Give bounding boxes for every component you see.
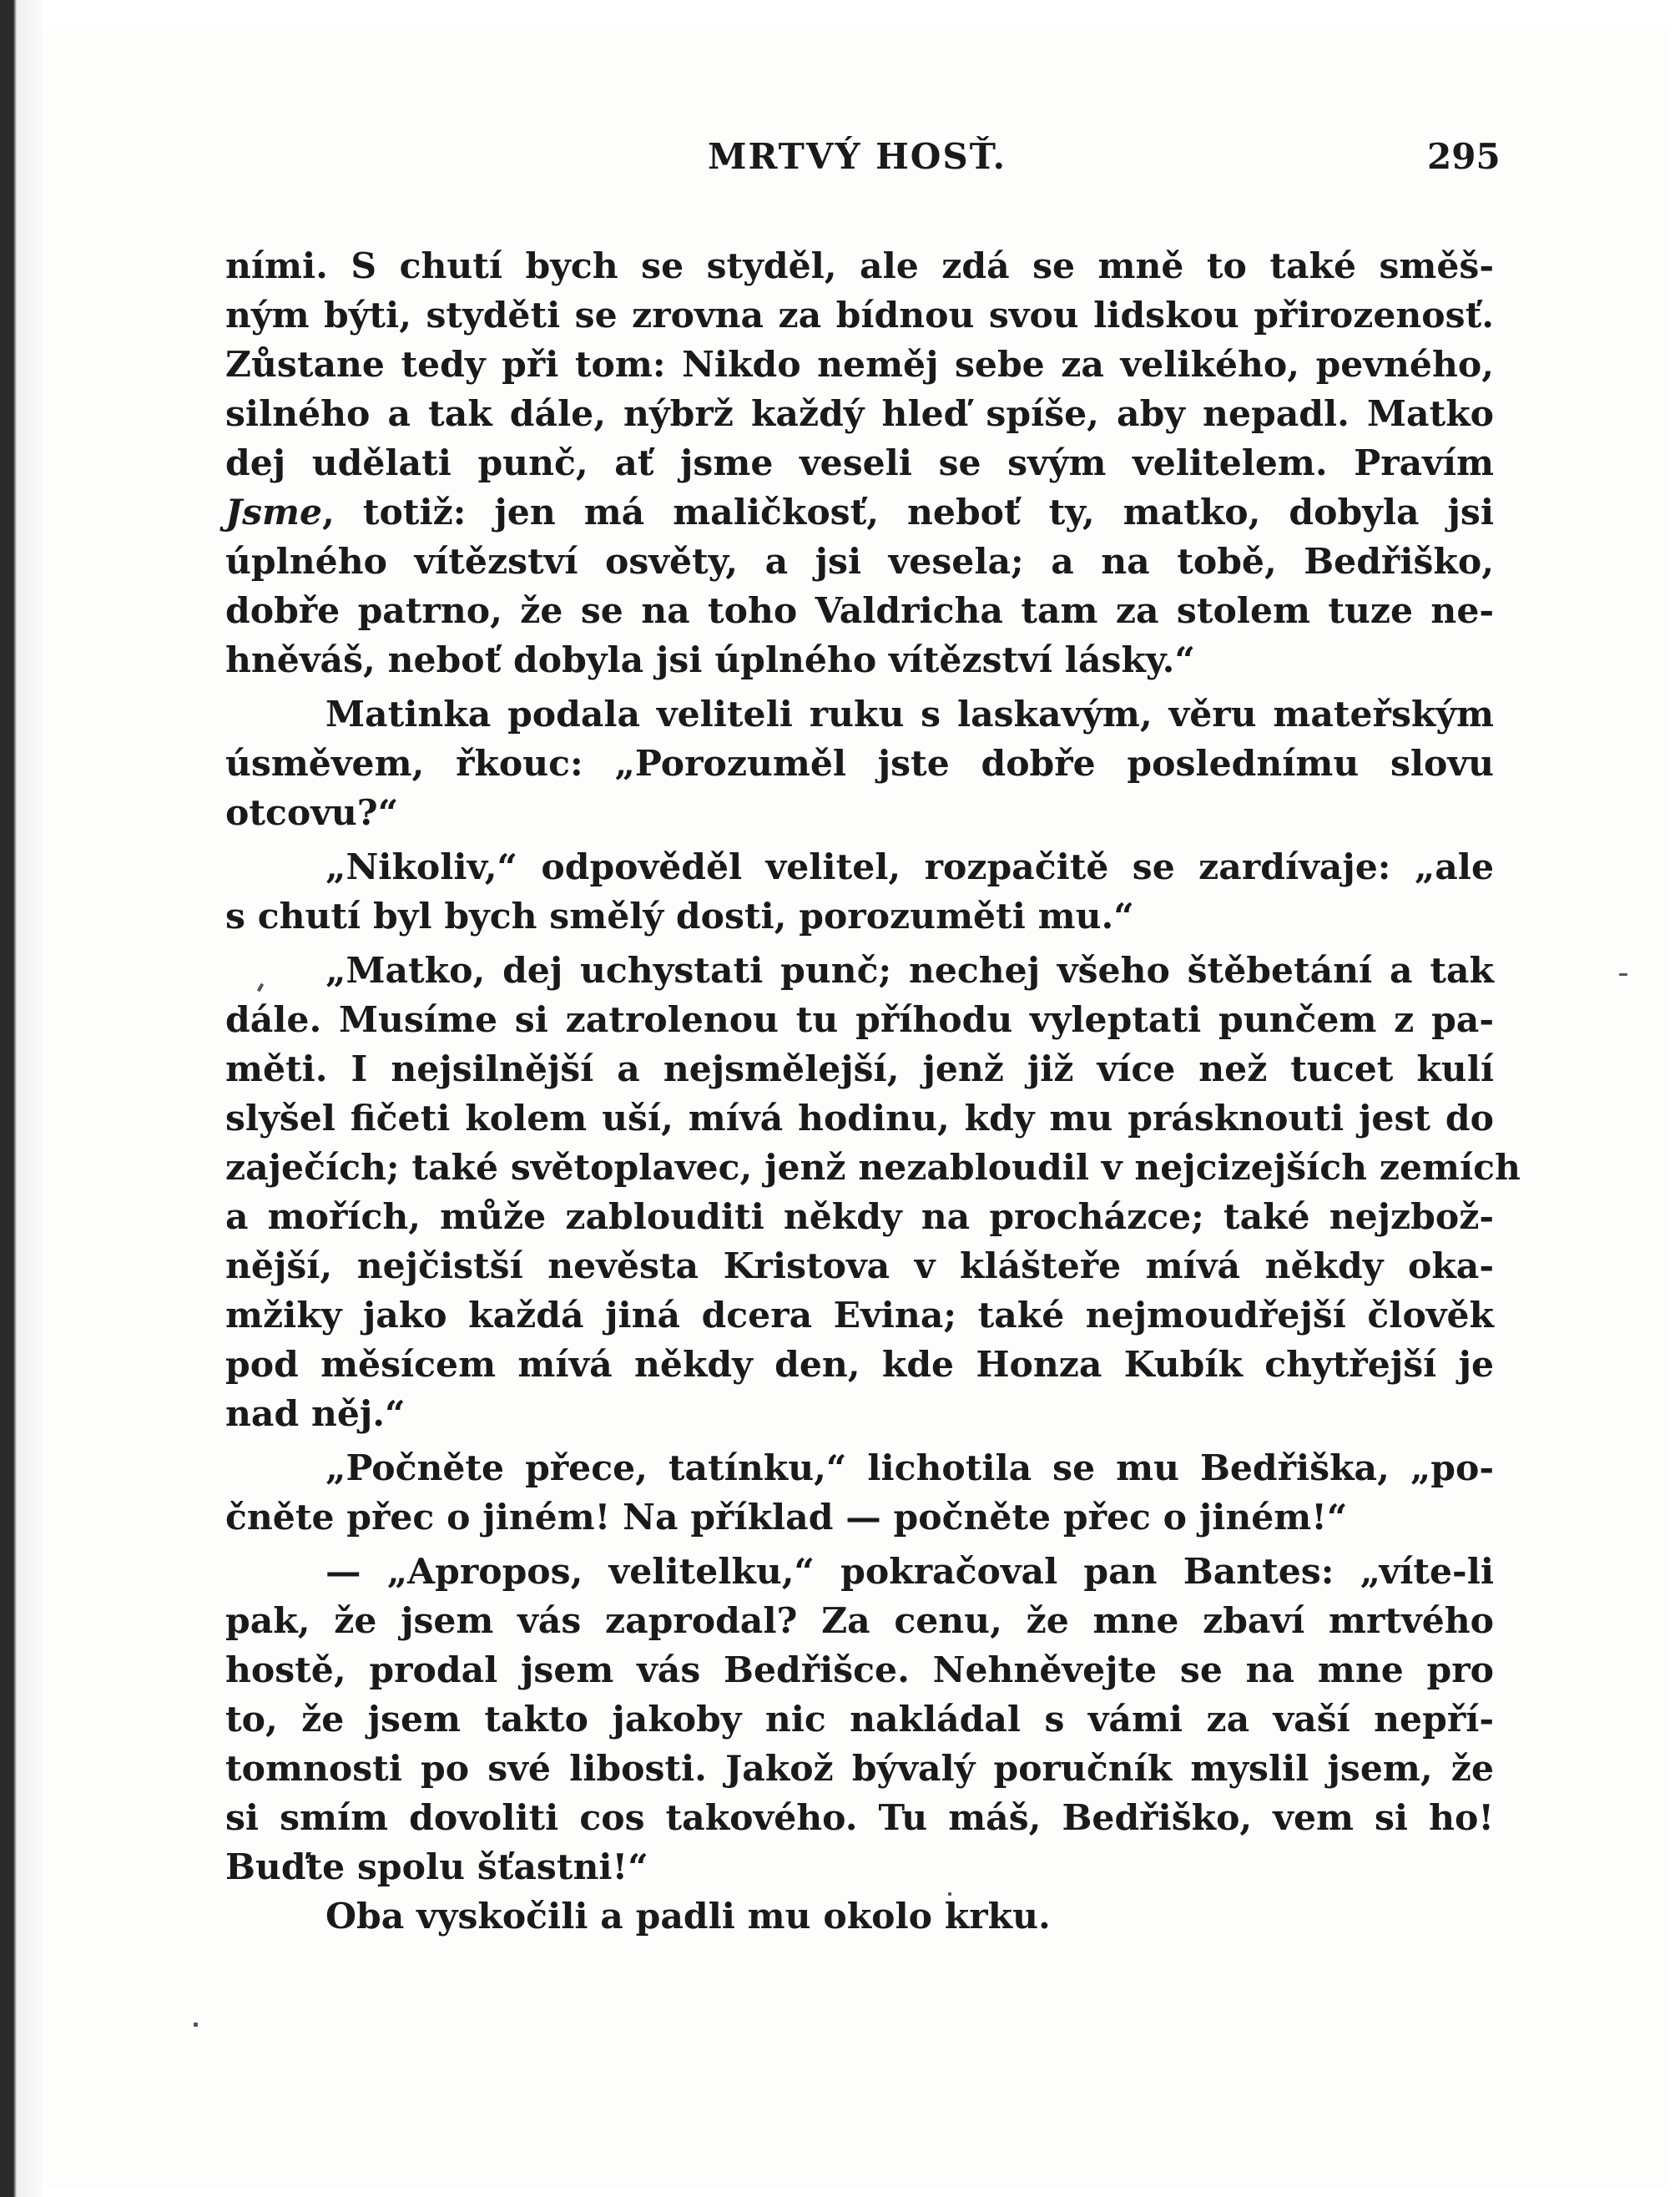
text-line: si smím dovoliti cos takového. Tu máš, Bedřiško, vem si ho!	[225, 1797, 1494, 1839]
text-line: a mořích, může zablouditi někdy na procházce; také nejzbož-	[225, 1196, 1494, 1238]
text-line: Matinka podala veliteli ruku s laskavým, věru mateřským	[325, 694, 1494, 735]
text-line: tomnosti po své libosti. Jakož bývalý poručník myslil jsem, že	[225, 1748, 1494, 1790]
text-line: „Počněte přece, tatínku,“ lichotila se mu Bedřiška, „po-	[325, 1447, 1494, 1489]
scan-speck	[194, 2023, 198, 2027]
scan-speck	[948, 1892, 951, 1896]
paragraph-1	[225, 242, 1494, 685]
text-line: „Matko, dej uchystati punč; nechej všeho štěbetání a tak	[325, 950, 1494, 992]
scan-edge	[0, 0, 42, 2197]
text-line: úplného vítězství osvěty, a jsi vesela; a na tobě, Bedřiško,	[225, 541, 1494, 583]
text-line: to, že jsem takto jakoby nic nakládal s vámi za vaší nepří-	[225, 1699, 1494, 1740]
text-line: Buďte spolu šťastni!“	[225, 1846, 648, 1888]
paragraph-5	[225, 1444, 1494, 1543]
text-line: silného a tak dále, nýbrž každý hleď spíše, aby nepadl. Matko	[225, 393, 1494, 435]
text-line: slyšel fičeti kolem uší, mívá hodinu, kdy mu prásknouti jest do	[225, 1098, 1494, 1139]
paragraph-7	[225, 1892, 1494, 1942]
paragraph-6	[225, 1548, 1494, 1892]
page-header	[0, 0, 1680, 192]
text-line: s chutí byl bych smělý dosti, porozuměti mu.“	[225, 896, 1134, 937]
text-line: dej udělati punč, ať jsme veseli se svým velitelem. Pravím	[225, 442, 1494, 484]
body-text	[225, 242, 1521, 1942]
text-line: otcovu?“	[225, 792, 399, 834]
text-line: Zůstane tedy při tom: Nikdo neměj sebe za velikého, pevného,	[225, 344, 1494, 386]
text-line: čněte přec o jiném! Na příklad — počněte přec o jiném!“	[225, 1497, 1348, 1538]
text-line: Oba vyskočili a padli mu okolo krku.	[325, 1896, 1051, 1937]
emphasis-word: Jsme	[225, 492, 323, 533]
paragraph-4	[225, 947, 1521, 1439]
paragraph-3	[225, 843, 1494, 942]
text-line: nad něj.“	[225, 1393, 406, 1435]
text-line: měti. I nejsilnější a nejsmělejší, jenž již více než tucet kulí	[225, 1048, 1494, 1090]
text-line: dobře patrno, že se na toho Valdricha tam za stolem tuze ne-	[225, 590, 1494, 632]
text-line: dále. Musíme si zatrolenou tu příhodu vyleptati punčem z pa-	[225, 999, 1494, 1041]
scan-speck	[1619, 973, 1627, 976]
text-line: ními. S chutí bych se styděl, ale zdá se mně to také směš-	[225, 245, 1494, 287]
text-line: mžiky jako každá jiná dcera Evina; také nejmoudřejší člověk	[225, 1295, 1494, 1336]
page-number: 295	[1427, 136, 1501, 177]
text-line: pod měsícem mívá někdy den, kde Honza Kubík chytřejší je	[225, 1344, 1494, 1386]
text-line: pak, že jsem vás zaprodal? Za cenu, že mne zbaví mrtvého	[225, 1600, 1494, 1642]
text-line: hostě, prodal jsem vás Bedřišce. Nehněvejte se na mne pro	[225, 1649, 1494, 1691]
text-line: „Nikoliv,“ odpověděl velitel, rozpačitě se zardívaje: „ale	[325, 846, 1494, 888]
paragraph-2	[225, 690, 1494, 838]
text-line: ným býti, styděti se zrovna za bídnou svou lidskou přirozenosť.	[225, 295, 1494, 336]
text-line: — „Apropos, velitelku,“ pokračoval pan Bantes: „víte-li	[325, 1551, 1494, 1593]
text-line: zaječích; také světoplavec, jenž nezabloudil v nejcizejších zemích	[225, 1147, 1521, 1189]
text-line-rest: , totiž: jen má maličkosť, neboť ty, matko, dobyla jsi	[322, 492, 1494, 533]
text-line-italic-start	[225, 488, 1494, 538]
text-line: hněváš, neboť dobyla jsi úplného vítězství lásky.“	[225, 639, 1195, 681]
text-line: úsměvem, řkouc: „Porozuměl jste dobře poslednímu slovu	[225, 743, 1494, 785]
text-line: nější, nejčistší nevěsta Kristova v klášteře mívá někdy oka-	[225, 1245, 1494, 1287]
running-title: MRTVÝ HOSŤ.	[708, 136, 1007, 177]
